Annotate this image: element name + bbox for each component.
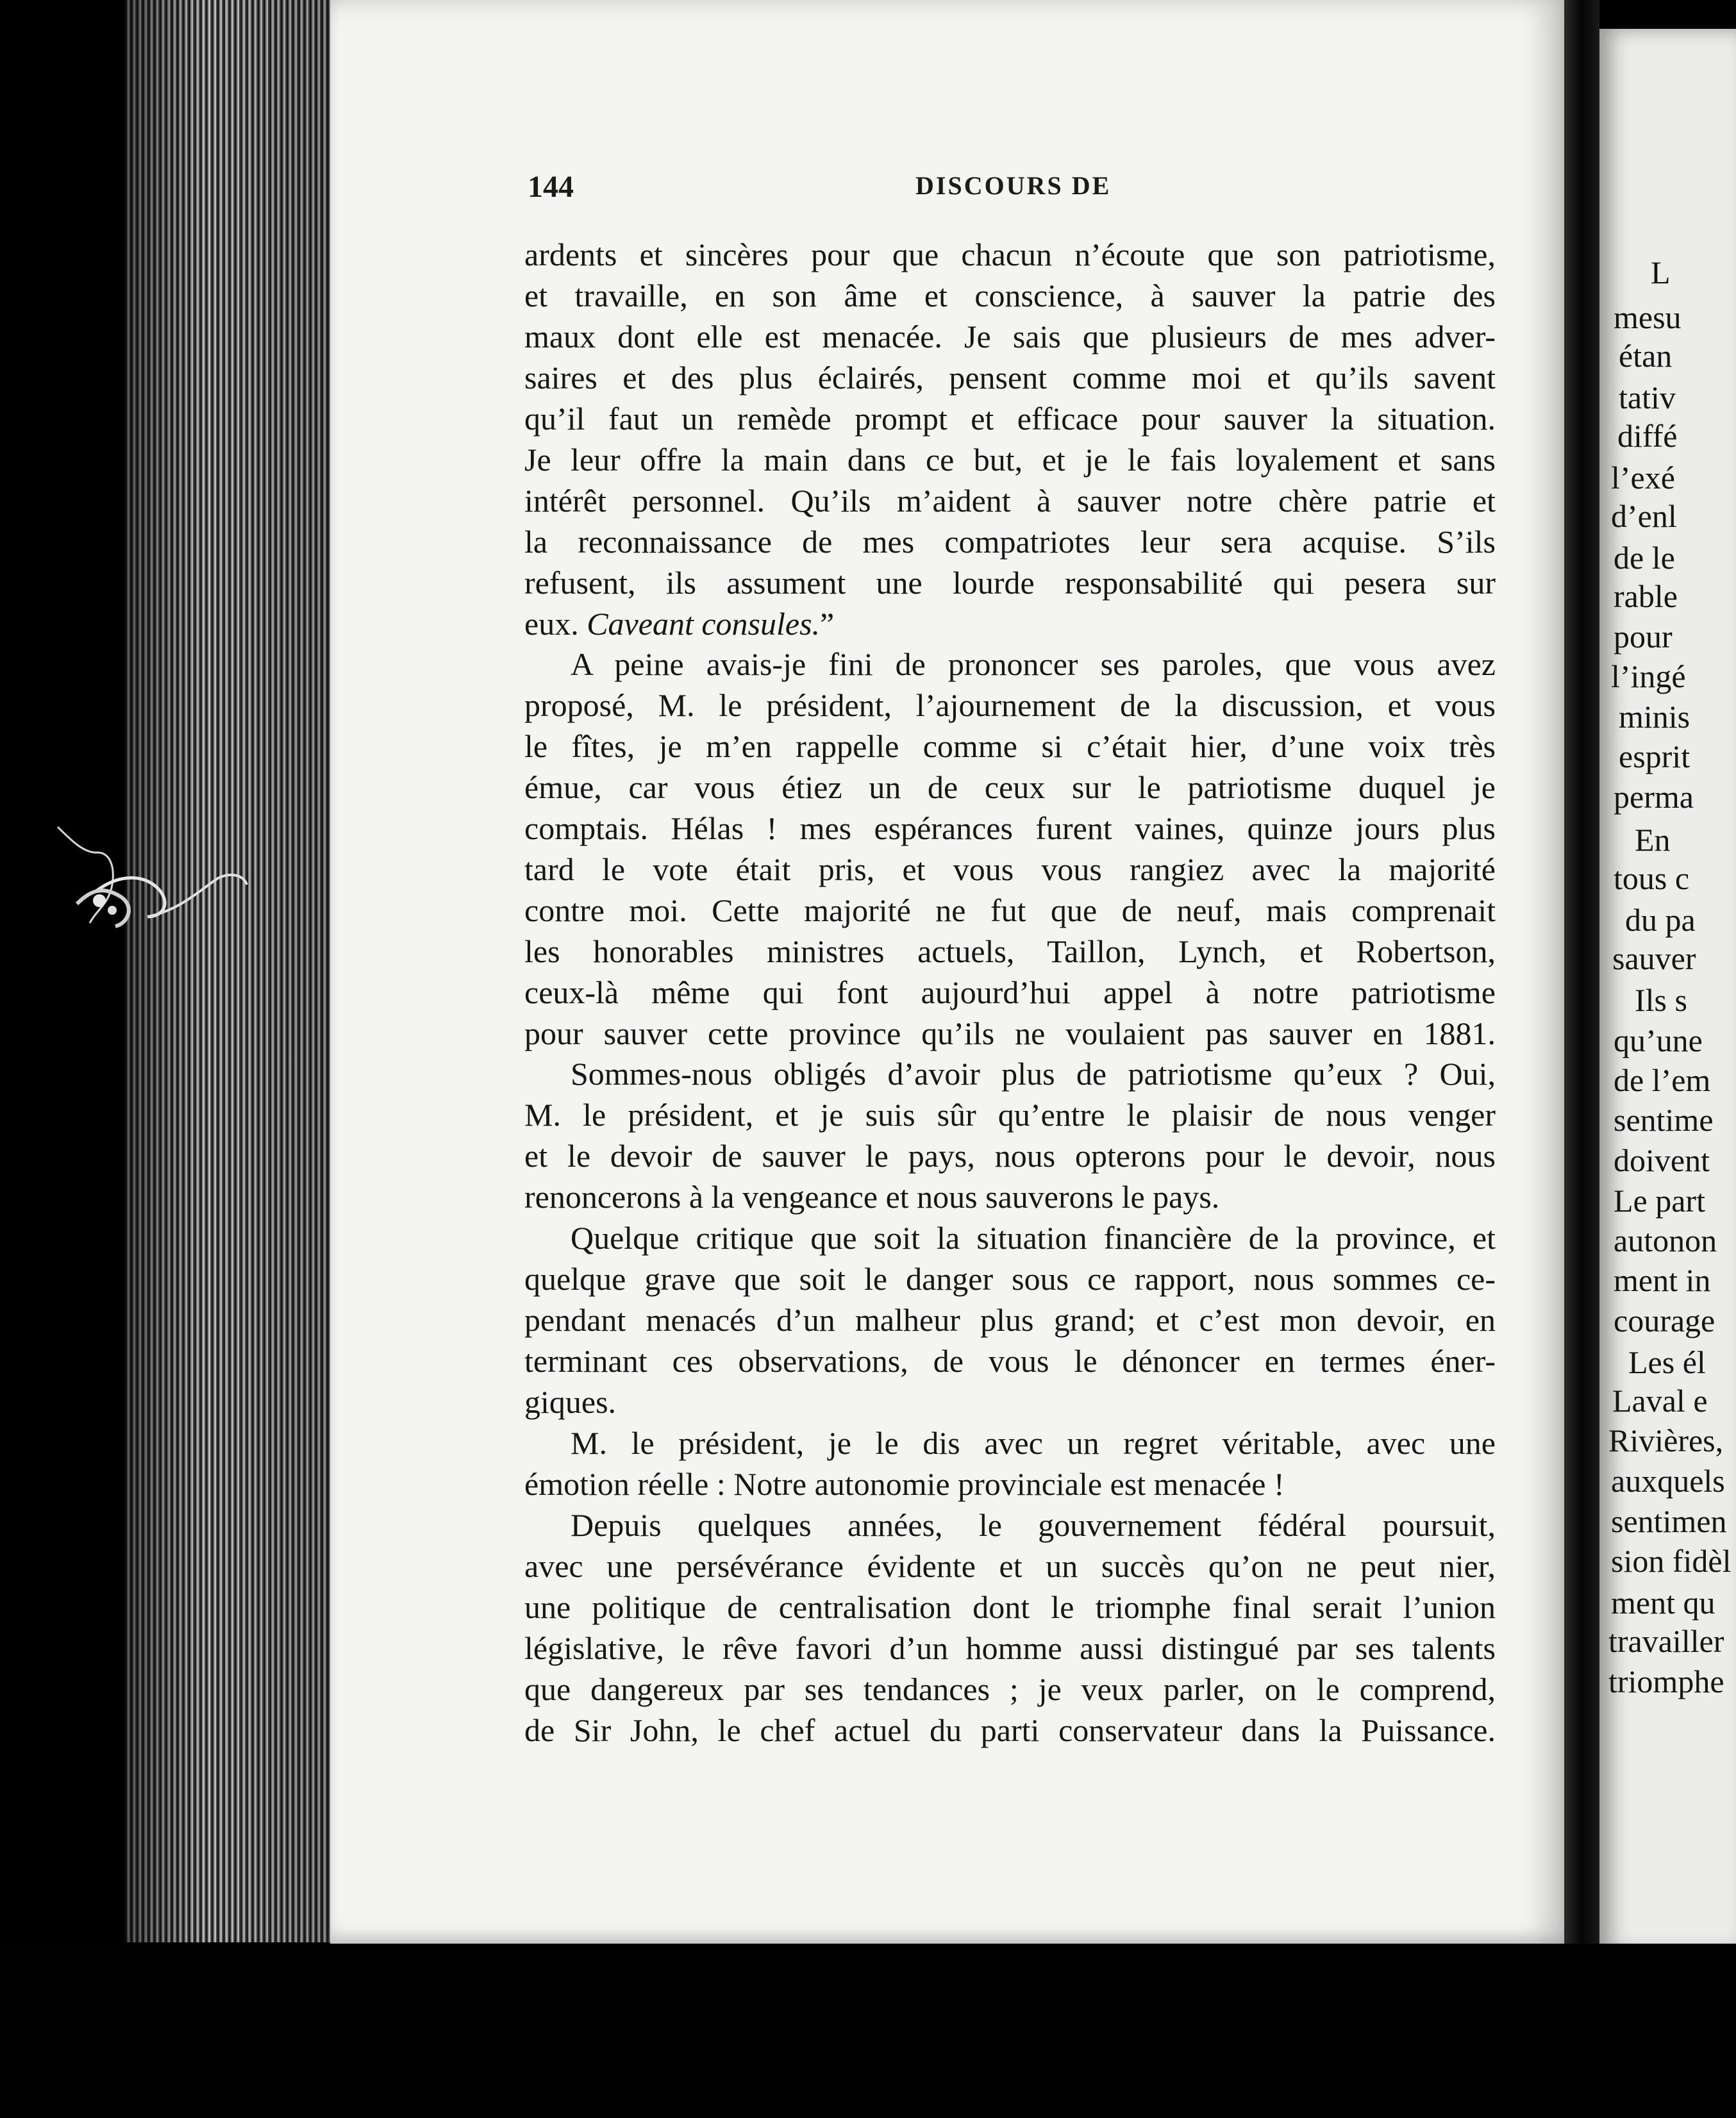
facing-page-line: Ils s <box>1635 982 1687 1018</box>
text-line: M. le président, je le dis avec un regret véritable, avec une <box>571 1425 1496 1461</box>
facing-page-line: ment in <box>1614 1262 1711 1298</box>
text-line: tard le vote était pris, et vous vous rangiez avec la majorité <box>524 851 1496 887</box>
text-line: A peine avais-je fini de prononcer ses paroles, que vous avez <box>571 646 1496 682</box>
text-line: la reconnaissance de mes compatriotes leur sera acquise. S’ils <box>524 524 1496 560</box>
facing-page-line: d’enl <box>1611 498 1677 534</box>
facing-page-line: sion fidèl <box>1611 1543 1732 1579</box>
text-line: M. le président, et je suis sûr qu’entre le plaisir de nous venger <box>524 1097 1496 1133</box>
text-line: maux dont elle est menacée. Je sais que plusieurs de mes adver- <box>524 319 1496 354</box>
facing-page-line: du pa <box>1625 902 1696 938</box>
facing-page-line: autonon <box>1614 1222 1717 1258</box>
text-line: qu’il faut un remède prompt et efficace pour sauver la situation. <box>524 401 1496 437</box>
facing-page-line: courage <box>1614 1303 1715 1338</box>
facing-page-line: Le part <box>1614 1183 1705 1219</box>
text-line: intérêt personnel. Qu’ils m’aident à sauver notre chère patrie et <box>524 483 1496 519</box>
facing-page-line: doivent <box>1614 1142 1710 1178</box>
text-line: renoncerons à la vengeance et nous sauverons le pays. <box>524 1179 1220 1215</box>
text-line: comptais. Hélas ! mes espérances furent vaines, quinze jours plus <box>524 810 1496 846</box>
facing-page-line: sentime <box>1614 1102 1714 1138</box>
text-line: pour sauver cette province qu’ils ne voulaient pas sauver en 1881. <box>524 1015 1496 1051</box>
facing-page-line: Les él <box>1628 1344 1706 1380</box>
text-line: et travaille, en son âme et conscience, à sauver la patrie des <box>524 278 1496 313</box>
running-title: DISCOURS DE <box>915 171 1112 200</box>
text-line: Je leur offre la main dans ce but, et je le fais loyalement et sans <box>524 442 1496 478</box>
text-line: Depuis quelques années, le gouvernement fédéral poursuit, <box>571 1507 1496 1543</box>
text-line: pendant menacés d’un malheur plus grand; et c’est mon devoir, en <box>524 1302 1496 1338</box>
text-line: quelque grave que soit le danger sous ce rapport, nous sommes ce- <box>524 1261 1496 1297</box>
facing-page-line: l’exé <box>1611 460 1675 496</box>
facing-page-line: travailler <box>1608 1623 1724 1659</box>
text-line: eux. Caveant consules.” <box>524 606 835 642</box>
facing-page-line: auxquels <box>1611 1463 1725 1499</box>
text-line: avec une persévérance évidente et un succès qu’on ne peut nier, <box>524 1548 1496 1584</box>
text-line: que dangereux par ses tendances ; je veux parler, on le comprend, <box>524 1671 1496 1707</box>
text-line: ardents et sincères pour que chacun n’écoute que son patriotisme, <box>524 237 1496 272</box>
text-line: une politique de centralisation dont le triomphe final serait l’union <box>524 1589 1496 1625</box>
facing-page-line: ment qu <box>1611 1585 1715 1621</box>
page-number: 144 <box>528 170 574 204</box>
facing-page-line: rable <box>1614 578 1678 614</box>
text-line: ceux-là même qui font aujourd’hui appel à notre patriotisme <box>524 974 1496 1010</box>
facing-page-line: tous c <box>1614 860 1690 896</box>
facing-page-line: tativ <box>1619 379 1676 415</box>
facing-page-line: Laval e <box>1612 1383 1708 1419</box>
facing-page-line: perma <box>1614 779 1694 815</box>
text-line: Sommes-nous obligés d’avoir plus de patriotisme qu’eux ? Oui, <box>571 1056 1496 1092</box>
facing-page-line: Rivières, <box>1608 1422 1724 1458</box>
facing-page-line: de le <box>1614 540 1675 576</box>
text-line: terminant ces observations, de vous le dénoncer en termes éner- <box>524 1343 1496 1379</box>
facing-page-line: étan <box>1619 338 1673 374</box>
facing-page-line: de l’em <box>1614 1062 1711 1098</box>
facing-page-line: L <box>1651 254 1671 290</box>
text-line: de Sir John, le chef actuel du parti conservateur dans la Puissance. <box>524 1712 1496 1748</box>
text-line: refusent, ils assument une lourde responsabilité qui pesera sur <box>524 565 1496 601</box>
text-line: émotion réelle : Notre autonomie provinciale est menacée ! <box>524 1466 1285 1502</box>
facing-page-line: triomphe <box>1608 1664 1724 1699</box>
facing-page-line: pour <box>1614 619 1673 655</box>
facing-page-line: sauver <box>1612 940 1696 976</box>
facing-page-line: sentimen <box>1611 1503 1727 1539</box>
text-line: le fîtes, je m’en rappelle comme si c’était hier, d’une voix très <box>524 728 1496 764</box>
text-line: émue, car vous étiez un de ceux sur le patriotisme duquel je <box>524 769 1496 805</box>
facing-page-line: En <box>1635 822 1671 858</box>
facing-page-line: diffé <box>1617 418 1678 454</box>
text-line: les honorables ministres actuels, Taillon, Lynch, et Robertson, <box>524 933 1496 969</box>
facing-page-line: mesu <box>1614 299 1682 335</box>
text-line: saires et des plus éclairés, pensent comme moi et qu’ils savent <box>524 360 1496 396</box>
text-line: et le devoir de sauver le pays, nous opterons pour le devoir, nous <box>524 1138 1496 1174</box>
text-line: Quelque critique que soit la situation financière de la province, et <box>571 1220 1496 1256</box>
facing-page-line: qu’une <box>1614 1022 1703 1058</box>
facing-page-line: minis <box>1619 699 1690 735</box>
facing-page-line: l’ingé <box>1611 658 1686 694</box>
facing-page-line: esprit <box>1619 738 1690 774</box>
text-line: proposé, M. le président, l’ajournement de la discussion, et vous <box>524 687 1496 723</box>
text-line: législative, le rêve favori d’un homme aussi distingué par ses talents <box>524 1630 1496 1666</box>
text-line: giques. <box>524 1384 617 1420</box>
text-line: contre moi. Cette majorité ne fut que de neuf, mais comprenait <box>524 892 1496 928</box>
